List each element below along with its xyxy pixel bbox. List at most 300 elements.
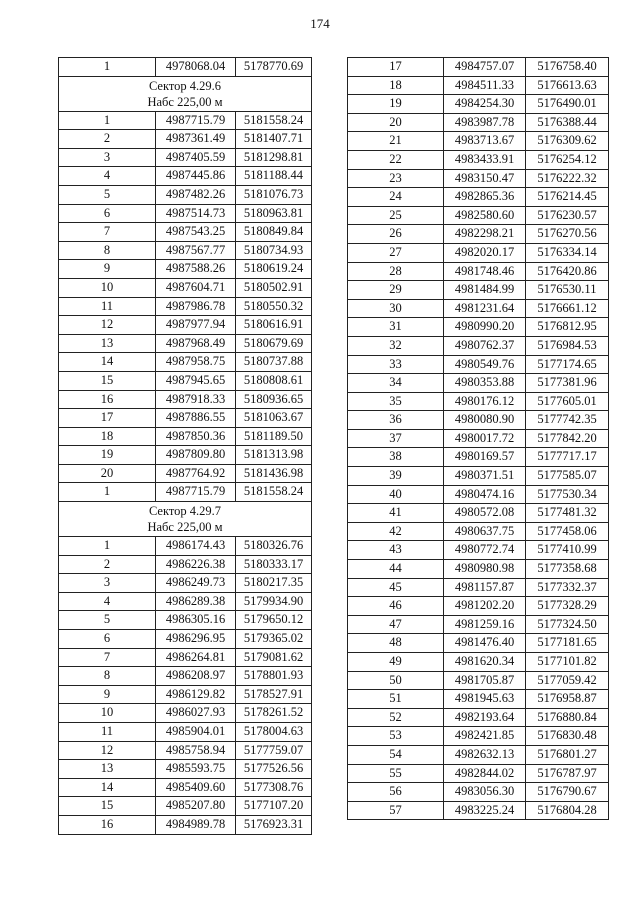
- table-row: [59, 353, 312, 372]
- y-coordinate-cell: 5181076.73: [236, 185, 312, 204]
- point-number-cell: 20: [59, 464, 156, 483]
- point-number-cell: 2: [59, 130, 156, 149]
- table-row: [348, 522, 609, 541]
- y-coordinate-cell: 5177605.01: [526, 392, 609, 411]
- x-coordinate-cell: 4983056.30: [444, 783, 526, 802]
- table-row: [59, 204, 312, 223]
- coordinates-table-right: [347, 57, 609, 820]
- point-number-cell: 32: [348, 336, 444, 355]
- table-row: [348, 392, 609, 411]
- table-row: [59, 185, 312, 204]
- y-coordinate-cell: 5176420.86: [526, 262, 609, 281]
- point-number-cell: 16: [59, 815, 156, 834]
- table-row: [348, 597, 609, 616]
- point-number-cell: 18: [59, 427, 156, 446]
- x-coordinate-cell: 4984757.07: [444, 58, 526, 77]
- table-row: [59, 446, 312, 465]
- point-number-cell: 13: [59, 334, 156, 353]
- x-coordinate-cell: 4980474.16: [444, 485, 526, 504]
- table-row: [59, 797, 312, 816]
- y-coordinate-cell: 5180333.17: [236, 555, 312, 574]
- x-coordinate-cell: 4985409.60: [156, 778, 236, 797]
- sector-height-label: Набс 225,00 м: [147, 520, 223, 535]
- x-coordinate-cell: 4987567.77: [156, 241, 236, 260]
- sector-header-row: [59, 502, 312, 537]
- y-coordinate-cell: 5180808.61: [236, 371, 312, 390]
- y-coordinate-cell: 5177328.29: [526, 597, 609, 616]
- y-coordinate-cell: 5176804.28: [526, 801, 609, 820]
- y-coordinate-cell: 5178801.93: [236, 667, 312, 686]
- point-number-cell: 17: [59, 409, 156, 428]
- y-coordinate-cell: 5176880.84: [526, 708, 609, 727]
- x-coordinate-cell: 4986226.38: [156, 555, 236, 574]
- point-number-cell: 6: [59, 204, 156, 223]
- x-coordinate-cell: 4980353.88: [444, 374, 526, 393]
- table-row: [348, 243, 609, 262]
- point-number-cell: 1: [59, 58, 156, 77]
- table-row: [59, 723, 312, 742]
- point-number-cell: 23: [348, 169, 444, 188]
- point-number-cell: 35: [348, 392, 444, 411]
- x-coordinate-cell: 4982020.17: [444, 243, 526, 262]
- x-coordinate-cell: 4980169.57: [444, 448, 526, 467]
- point-number-cell: 7: [59, 648, 156, 667]
- x-coordinate-cell: 4981484.99: [444, 281, 526, 300]
- point-number-cell: 12: [59, 316, 156, 335]
- page-number: 174: [310, 16, 330, 31]
- y-coordinate-cell: 5177481.32: [526, 504, 609, 523]
- point-number-cell: 7: [59, 223, 156, 242]
- table-row: [59, 167, 312, 186]
- y-coordinate-cell: 5176923.31: [236, 815, 312, 834]
- table-row: [59, 760, 312, 779]
- point-number-cell: 3: [59, 148, 156, 167]
- x-coordinate-cell: 4981231.64: [444, 299, 526, 318]
- table-row: [348, 485, 609, 504]
- table-row: [348, 225, 609, 244]
- x-coordinate-cell: 4981620.34: [444, 653, 526, 672]
- table-row: [59, 260, 312, 279]
- point-number-cell: 34: [348, 374, 444, 393]
- y-coordinate-cell: 5176214.45: [526, 188, 609, 207]
- y-coordinate-cell: 5178527.91: [236, 685, 312, 704]
- y-coordinate-cell: 5177332.37: [526, 578, 609, 597]
- table-row: [348, 541, 609, 560]
- point-number-cell: 49: [348, 653, 444, 672]
- point-number-cell: 46: [348, 597, 444, 616]
- point-number-cell: 30: [348, 299, 444, 318]
- point-number-cell: 6: [59, 630, 156, 649]
- x-coordinate-cell: 4987918.33: [156, 390, 236, 409]
- table-row: [348, 801, 609, 820]
- sector-height-label: Набс 225,00 м: [147, 94, 223, 109]
- y-coordinate-cell: 5181063.67: [236, 409, 312, 428]
- table-row: [348, 467, 609, 486]
- table-row: [348, 355, 609, 374]
- point-number-cell: 15: [59, 371, 156, 390]
- point-number-cell: 55: [348, 764, 444, 783]
- table-row: [59, 537, 312, 556]
- table-row: [348, 132, 609, 151]
- y-coordinate-cell: 5177174.65: [526, 355, 609, 374]
- table-row: [59, 130, 312, 149]
- table-row: [59, 778, 312, 797]
- y-coordinate-cell: 5177842.20: [526, 429, 609, 448]
- table-row: [59, 390, 312, 409]
- point-number-cell: 28: [348, 262, 444, 281]
- table-row: [348, 653, 609, 672]
- y-coordinate-cell: 5178004.63: [236, 723, 312, 742]
- table-row: [59, 297, 312, 316]
- x-coordinate-cell: 4987764.92: [156, 464, 236, 483]
- table-row: [348, 262, 609, 281]
- point-number-cell: 26: [348, 225, 444, 244]
- point-number-cell: 15: [59, 797, 156, 816]
- y-coordinate-cell: 5177717.17: [526, 448, 609, 467]
- x-coordinate-cell: 4987850.36: [156, 427, 236, 446]
- point-number-cell: 16: [59, 390, 156, 409]
- y-coordinate-cell: 5179650.12: [236, 611, 312, 630]
- x-coordinate-cell: 4981202.20: [444, 597, 526, 616]
- x-coordinate-cell: 4986208.97: [156, 667, 236, 686]
- y-coordinate-cell: 5176309.62: [526, 132, 609, 151]
- table-row: [59, 592, 312, 611]
- table-row: [348, 299, 609, 318]
- table-row: [348, 708, 609, 727]
- point-number-cell: 44: [348, 560, 444, 579]
- x-coordinate-cell: 4980990.20: [444, 318, 526, 337]
- x-coordinate-cell: 4987986.78: [156, 297, 236, 316]
- table-row: [59, 741, 312, 760]
- table-row: [348, 745, 609, 764]
- point-number-cell: 27: [348, 243, 444, 262]
- table-row: [348, 578, 609, 597]
- x-coordinate-cell: 4980572.08: [444, 504, 526, 523]
- point-number-cell: 54: [348, 745, 444, 764]
- y-coordinate-cell: 5176490.01: [526, 95, 609, 114]
- x-coordinate-cell: 4980017.72: [444, 429, 526, 448]
- y-coordinate-cell: 5179081.62: [236, 648, 312, 667]
- point-number-cell: 10: [59, 704, 156, 723]
- table-row: [348, 206, 609, 225]
- x-coordinate-cell: 4980371.51: [444, 467, 526, 486]
- table-row: [348, 169, 609, 188]
- x-coordinate-cell: 4987886.55: [156, 409, 236, 428]
- y-coordinate-cell: 5176222.32: [526, 169, 609, 188]
- table-row: [348, 727, 609, 746]
- point-number-cell: 5: [59, 185, 156, 204]
- point-number-cell: 12: [59, 741, 156, 760]
- table-row: [348, 560, 609, 579]
- point-number-cell: 11: [59, 297, 156, 316]
- x-coordinate-cell: 4983713.67: [444, 132, 526, 151]
- y-coordinate-cell: 5181298.81: [236, 148, 312, 167]
- x-coordinate-cell: 4987715.79: [156, 483, 236, 502]
- point-number-cell: 53: [348, 727, 444, 746]
- x-coordinate-cell: 4980080.90: [444, 411, 526, 430]
- table-row: [348, 411, 609, 430]
- table-row: [59, 815, 312, 834]
- x-coordinate-cell: 4982844.02: [444, 764, 526, 783]
- point-number-cell: 45: [348, 578, 444, 597]
- point-number-cell: 29: [348, 281, 444, 300]
- y-coordinate-cell: 5180734.93: [236, 241, 312, 260]
- x-coordinate-cell: 4987604.71: [156, 278, 236, 297]
- x-coordinate-cell: 4981476.40: [444, 634, 526, 653]
- x-coordinate-cell: 4984511.33: [444, 76, 526, 95]
- point-number-cell: 1: [59, 483, 156, 502]
- y-coordinate-cell: 5176787.97: [526, 764, 609, 783]
- point-number-cell: 13: [59, 760, 156, 779]
- y-coordinate-cell: 5177530.34: [526, 485, 609, 504]
- table-row: [59, 111, 312, 130]
- y-coordinate-cell: 5181558.24: [236, 111, 312, 130]
- table-row: [59, 464, 312, 483]
- y-coordinate-cell: 5176661.12: [526, 299, 609, 318]
- y-coordinate-cell: 5180550.32: [236, 297, 312, 316]
- x-coordinate-cell: 4986174.43: [156, 537, 236, 556]
- point-number-cell: 8: [59, 667, 156, 686]
- y-coordinate-cell: 5176388.44: [526, 113, 609, 132]
- x-coordinate-cell: 4986296.95: [156, 630, 236, 649]
- point-number-cell: 52: [348, 708, 444, 727]
- table-row: [59, 704, 312, 723]
- table-row: [348, 764, 609, 783]
- table-row: [59, 630, 312, 649]
- point-number-cell: 9: [59, 685, 156, 704]
- table-row: [59, 58, 312, 77]
- x-coordinate-cell: 4982632.13: [444, 745, 526, 764]
- point-number-cell: 19: [59, 446, 156, 465]
- y-coordinate-cell: 5177526.56: [236, 760, 312, 779]
- table-row: [348, 448, 609, 467]
- y-coordinate-cell: 5177324.50: [526, 615, 609, 634]
- table-row: [59, 316, 312, 335]
- point-number-cell: 39: [348, 467, 444, 486]
- point-number-cell: 9: [59, 260, 156, 279]
- y-coordinate-cell: 5179365.02: [236, 630, 312, 649]
- y-coordinate-cell: 5176758.40: [526, 58, 609, 77]
- x-coordinate-cell: 4980772.74: [444, 541, 526, 560]
- y-coordinate-cell: 5180217.35: [236, 574, 312, 593]
- point-number-cell: 37: [348, 429, 444, 448]
- y-coordinate-cell: 5176270.56: [526, 225, 609, 244]
- y-coordinate-cell: 5180679.69: [236, 334, 312, 353]
- y-coordinate-cell: 5177059.42: [526, 671, 609, 690]
- point-number-cell: 31: [348, 318, 444, 337]
- y-coordinate-cell: 5179934.90: [236, 592, 312, 611]
- y-coordinate-cell: 5178770.69: [236, 58, 312, 77]
- y-coordinate-cell: 5178261.52: [236, 704, 312, 723]
- point-number-cell: 11: [59, 723, 156, 742]
- table-row: [59, 483, 312, 502]
- y-coordinate-cell: 5181188.44: [236, 167, 312, 186]
- x-coordinate-cell: 4986305.16: [156, 611, 236, 630]
- x-coordinate-cell: 4987977.94: [156, 316, 236, 335]
- y-coordinate-cell: 5176984.53: [526, 336, 609, 355]
- y-coordinate-cell: 5177759.07: [236, 741, 312, 760]
- y-coordinate-cell: 5181313.98: [236, 446, 312, 465]
- table-row: [59, 685, 312, 704]
- sector-header-row: [59, 76, 312, 111]
- point-number-cell: 4: [59, 167, 156, 186]
- sector-title: Сектор 4.29.7: [148, 504, 222, 519]
- table-row: [59, 648, 312, 667]
- y-coordinate-cell: 5177308.76: [236, 778, 312, 797]
- y-coordinate-cell: 5181436.98: [236, 464, 312, 483]
- point-number-cell: 50: [348, 671, 444, 690]
- point-number-cell: 4: [59, 592, 156, 611]
- y-coordinate-cell: 5180737.88: [236, 353, 312, 372]
- sector-header: [59, 502, 312, 537]
- point-number-cell: 40: [348, 485, 444, 504]
- x-coordinate-cell: 4987361.49: [156, 130, 236, 149]
- point-number-cell: 2: [59, 555, 156, 574]
- sector-title: Сектор 4.29.6: [148, 78, 222, 93]
- point-number-cell: 18: [348, 76, 444, 95]
- table-row: [348, 374, 609, 393]
- x-coordinate-cell: 4987405.59: [156, 148, 236, 167]
- x-coordinate-cell: 4987945.65: [156, 371, 236, 390]
- x-coordinate-cell: 4986027.93: [156, 704, 236, 723]
- x-coordinate-cell: 4978068.04: [156, 58, 236, 77]
- point-number-cell: 48: [348, 634, 444, 653]
- y-coordinate-cell: 5180502.91: [236, 278, 312, 297]
- y-coordinate-cell: 5181407.71: [236, 130, 312, 149]
- point-number-cell: 57: [348, 801, 444, 820]
- sector-header: [59, 76, 312, 111]
- table-row: [59, 223, 312, 242]
- point-number-cell: 8: [59, 241, 156, 260]
- y-coordinate-cell: 5180326.76: [236, 537, 312, 556]
- x-coordinate-cell: 4987514.73: [156, 204, 236, 223]
- x-coordinate-cell: 4981157.87: [444, 578, 526, 597]
- y-coordinate-cell: 5177358.68: [526, 560, 609, 579]
- x-coordinate-cell: 4987715.79: [156, 111, 236, 130]
- table-row: [348, 671, 609, 690]
- point-number-cell: 10: [59, 278, 156, 297]
- table-row: [348, 429, 609, 448]
- point-number-cell: 14: [59, 353, 156, 372]
- y-coordinate-cell: 5177101.82: [526, 653, 609, 672]
- x-coordinate-cell: 4987482.26: [156, 185, 236, 204]
- table-row: [59, 278, 312, 297]
- table-row: [59, 148, 312, 167]
- table-row: [59, 241, 312, 260]
- y-coordinate-cell: 5180849.84: [236, 223, 312, 242]
- table-row: [348, 336, 609, 355]
- x-coordinate-cell: 4980637.75: [444, 522, 526, 541]
- x-coordinate-cell: 4981259.16: [444, 615, 526, 634]
- table-row: [59, 334, 312, 353]
- coordinates-table-left: [58, 57, 312, 835]
- x-coordinate-cell: 4983433.91: [444, 150, 526, 169]
- x-coordinate-cell: 4983987.78: [444, 113, 526, 132]
- x-coordinate-cell: 4986249.73: [156, 574, 236, 593]
- table-row: [348, 188, 609, 207]
- y-coordinate-cell: 5176812.95: [526, 318, 609, 337]
- y-coordinate-cell: 5176958.87: [526, 690, 609, 709]
- y-coordinate-cell: 5176230.57: [526, 206, 609, 225]
- x-coordinate-cell: 4982193.64: [444, 708, 526, 727]
- point-number-cell: 20: [348, 113, 444, 132]
- y-coordinate-cell: 5177107.20: [236, 797, 312, 816]
- point-number-cell: 33: [348, 355, 444, 374]
- x-coordinate-cell: 4983150.47: [444, 169, 526, 188]
- y-coordinate-cell: 5177381.96: [526, 374, 609, 393]
- table-row: [348, 504, 609, 523]
- x-coordinate-cell: 4987809.80: [156, 446, 236, 465]
- point-number-cell: 22: [348, 150, 444, 169]
- y-coordinate-cell: 5177458.06: [526, 522, 609, 541]
- x-coordinate-cell: 4986129.82: [156, 685, 236, 704]
- point-number-cell: 1: [59, 537, 156, 556]
- table-row: [348, 95, 609, 114]
- table-row: [348, 58, 609, 77]
- y-coordinate-cell: 5176530.11: [526, 281, 609, 300]
- table-row: [348, 150, 609, 169]
- x-coordinate-cell: 4983225.24: [444, 801, 526, 820]
- table-row: [59, 611, 312, 630]
- table-row: [348, 690, 609, 709]
- point-number-cell: 25: [348, 206, 444, 225]
- y-coordinate-cell: 5180936.65: [236, 390, 312, 409]
- x-coordinate-cell: 4986264.81: [156, 648, 236, 667]
- table-row: [59, 427, 312, 446]
- x-coordinate-cell: 4982298.21: [444, 225, 526, 244]
- x-coordinate-cell: 4987958.75: [156, 353, 236, 372]
- y-coordinate-cell: 5176790.67: [526, 783, 609, 802]
- y-coordinate-cell: 5176801.27: [526, 745, 609, 764]
- table-row: [59, 574, 312, 593]
- y-coordinate-cell: 5180963.81: [236, 204, 312, 223]
- y-coordinate-cell: 5177410.99: [526, 541, 609, 560]
- point-number-cell: 41: [348, 504, 444, 523]
- table-row: [59, 667, 312, 686]
- point-number-cell: 43: [348, 541, 444, 560]
- point-number-cell: 51: [348, 690, 444, 709]
- table-row: [348, 783, 609, 802]
- x-coordinate-cell: 4984254.30: [444, 95, 526, 114]
- point-number-cell: 17: [348, 58, 444, 77]
- y-coordinate-cell: 5181558.24: [236, 483, 312, 502]
- point-number-cell: 5: [59, 611, 156, 630]
- table-row: [348, 76, 609, 95]
- x-coordinate-cell: 4981748.46: [444, 262, 526, 281]
- x-coordinate-cell: 4980980.98: [444, 560, 526, 579]
- x-coordinate-cell: 4980762.37: [444, 336, 526, 355]
- table-row: [59, 555, 312, 574]
- y-coordinate-cell: 5177742.35: [526, 411, 609, 430]
- y-coordinate-cell: 5176254.12: [526, 150, 609, 169]
- x-coordinate-cell: 4982580.60: [444, 206, 526, 225]
- point-number-cell: 36: [348, 411, 444, 430]
- y-coordinate-cell: 5177181.65: [526, 634, 609, 653]
- x-coordinate-cell: 4985904.01: [156, 723, 236, 742]
- table-row: [348, 113, 609, 132]
- y-coordinate-cell: 5176334.14: [526, 243, 609, 262]
- point-number-cell: 56: [348, 783, 444, 802]
- y-coordinate-cell: 5180616.91: [236, 316, 312, 335]
- x-coordinate-cell: 4981705.87: [444, 671, 526, 690]
- table-row: [59, 409, 312, 428]
- point-number-cell: 19: [348, 95, 444, 114]
- y-coordinate-cell: 5181189.50: [236, 427, 312, 446]
- table-row: [348, 318, 609, 337]
- point-number-cell: 38: [348, 448, 444, 467]
- x-coordinate-cell: 4985593.75: [156, 760, 236, 779]
- x-coordinate-cell: 4986289.38: [156, 592, 236, 611]
